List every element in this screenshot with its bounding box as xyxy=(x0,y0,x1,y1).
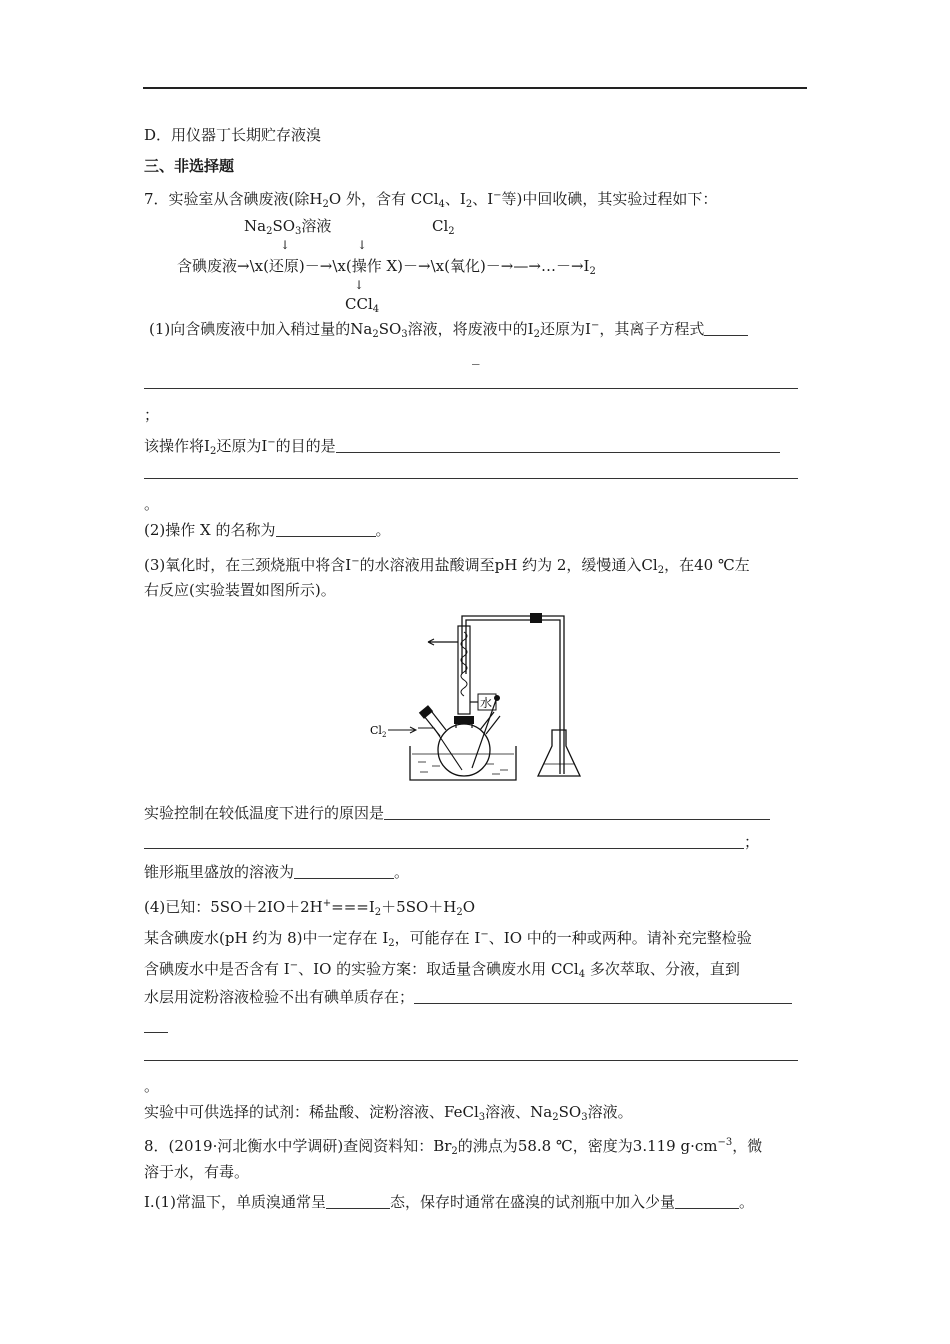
q7-part1-dash: _ xyxy=(472,347,480,365)
q7-part3: (3)氧化时，在三颈烧瓶中将含I−的水溶液用盐酸调至pH 约为 2，缓慢通入$Cl_2$，在40 ℃左 xyxy=(144,556,750,576)
answer-blank[interactable] xyxy=(276,521,376,537)
semicolon: ； xyxy=(144,406,160,424)
q7-purpose: 该操作将$I_2$还原为I−的目的是 xyxy=(144,433,780,462)
q7-reagents: 实验中可供选择的试剂：稀盐酸、淀粉溶液、FeCl$_3$溶液、$Na_2SO_3$溶液。 xyxy=(144,1103,633,1123)
q7-part4-known: (4)已知：$5SO+2IO+2H^+===I_2+5SO+H_2O$ xyxy=(144,898,476,918)
flow-down-arrow-2: ↓ xyxy=(357,238,368,252)
answer-blank[interactable] xyxy=(384,804,770,820)
cl2-label: $Cl_2$ xyxy=(370,724,387,739)
answer-blank[interactable] xyxy=(414,988,792,1004)
answer-blank[interactable] xyxy=(294,863,394,879)
header-rule xyxy=(143,87,807,89)
section-heading: 三、非选择题 xyxy=(144,157,235,175)
flow-down-arrow-3: ↓ xyxy=(354,278,365,292)
answer-line[interactable] xyxy=(144,1060,798,1061)
q7-part1: (1)向含碘废液中加入稍过量的$Na_2SO_3$溶液，将废液中的$I_2$还原为I−，其离子方程式 xyxy=(149,316,748,345)
q7-part4-line3: 水层用淀粉溶液检验不出有碘单质存在； xyxy=(144,987,792,1007)
answer-blank[interactable] xyxy=(675,1193,739,1209)
flow-main: 含碘废液→\x(还原)－→\x(操作 X)－→\x(氧化)$-\to—\to\dots-\to I_2$ xyxy=(177,257,596,277)
option-d: D．用仪器丁长期贮存液溴 xyxy=(144,126,322,144)
apparatus-figure xyxy=(366,604,586,790)
period: 。 xyxy=(144,495,160,513)
q7-part3-line2: 右反应(实验装置如图所示)。 xyxy=(144,581,336,599)
q7-stem: 7．实验室从含碘废液(除$H_2O$ 外，含有 CCl$_4$、$I_2$、I−等)中回收碘，其实验过程如下： xyxy=(144,190,718,210)
q8-part1: Ⅰ.(1)常温下，单质溴通常呈 态，保存时通常在盛溴的试剂瓶中加入少量 。 xyxy=(144,1193,754,1211)
flow-cl2-label: $Cl_2$ xyxy=(432,217,455,237)
q7-part4-line2: 含碘废水中是否含有 I−、IO 的实验方案：取适量含碘废水用 CCl$_4$ 多次萃取、分液，直到 xyxy=(144,960,740,980)
flow-ccl4-label: CCl$_4$ xyxy=(345,295,380,315)
reason-question: 实验控制在较低温度下进行的原因是 xyxy=(144,803,770,823)
answer-line[interactable] xyxy=(144,478,798,479)
q7-part2: (2)操作 X 的名称为 。 xyxy=(144,521,391,539)
answer-line[interactable] xyxy=(144,388,798,389)
q8-stem-line2: 溶于水，有毒。 xyxy=(144,1163,250,1181)
period: 。 xyxy=(144,1077,160,1095)
flask-question: 锥形瓶里盛放的溶液为 。 xyxy=(144,863,410,881)
reason-line2: ； xyxy=(144,832,759,852)
q8-stem: 8．(2019·河北衡水中学调研)查阅资料知：$Br_2$的沸点为58.8 ℃，密度为3.119 $g\cdot cm^{-3}$，微 xyxy=(144,1137,763,1157)
answer-blank[interactable] xyxy=(144,833,744,849)
answer-blank[interactable] xyxy=(704,320,748,336)
flow-down-arrow-1: ↓ xyxy=(280,238,291,252)
q7-part4-line1: 某含碘废水(pH 约为 8)中一定存在 $I_2$，可能存在 I−、IO 中的一种或两种。请补充完整检验 xyxy=(144,929,752,949)
flow-na2so3-label: $Na_2SO_3$溶液 xyxy=(244,217,332,237)
answer-blank[interactable] xyxy=(326,1193,390,1209)
answer-blank[interactable] xyxy=(336,437,780,453)
water-label: 水 xyxy=(480,696,493,710)
answer-line-short[interactable] xyxy=(144,1032,168,1033)
